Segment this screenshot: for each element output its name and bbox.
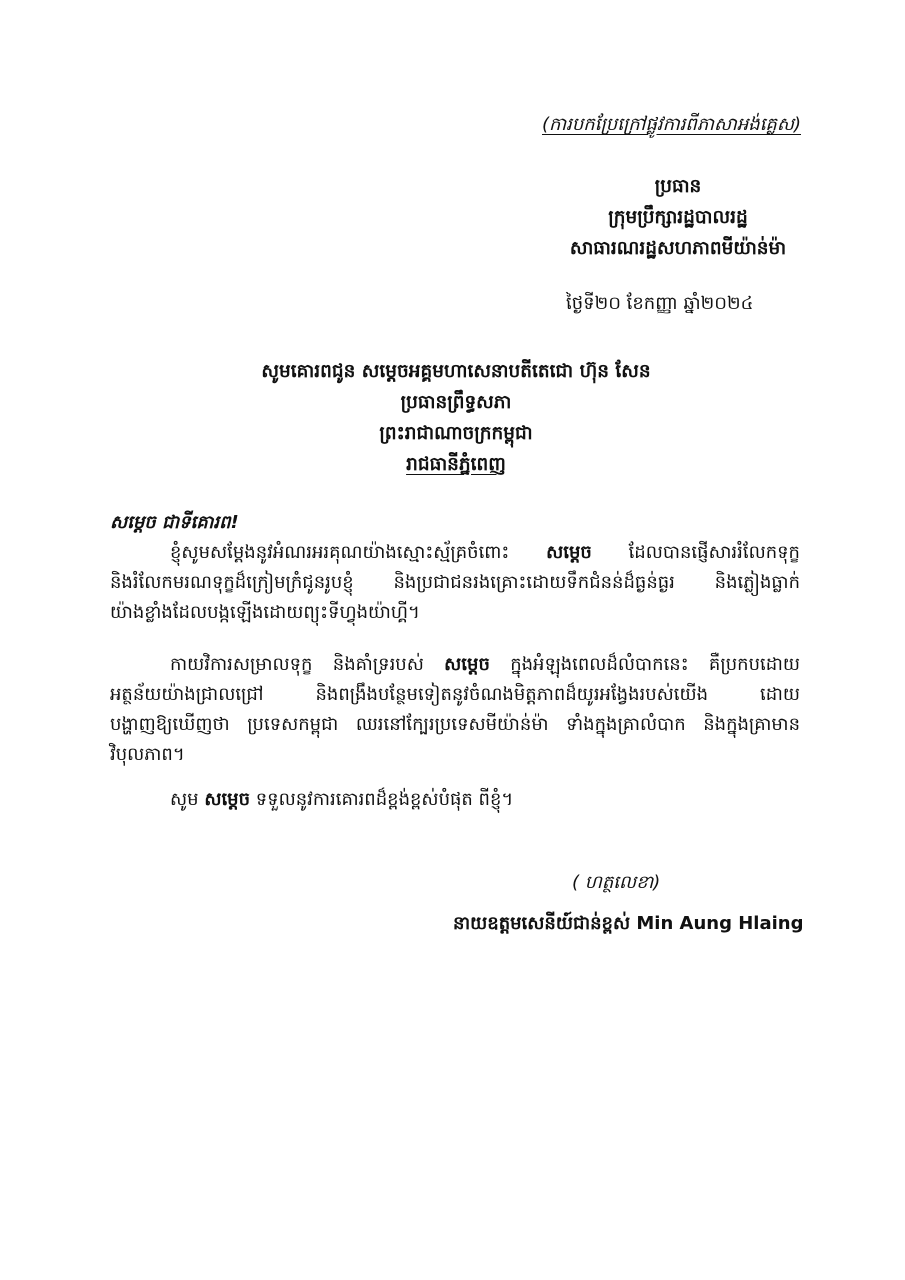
paragraph-line (110, 740, 800, 770)
recipient-country: ព្រះរាជាណាចក្រកម្ពុជា (379, 423, 533, 444)
signature-mark: ( ហត្ថលេខា) (572, 872, 661, 893)
text-segment: ដែលបានផ្ញើសាររំលែកទុក្ខ (628, 542, 800, 563)
text-segment: ក្នុងអំឡុងពេលដ៏លំបាកនេះ គឺប្រកបដោយ (510, 654, 800, 675)
paragraph-line (110, 598, 800, 628)
recipient-city: រាជធានីភ្នំពេញ (406, 454, 506, 475)
recipient-city-wrap (196, 449, 716, 480)
recipient-block (196, 356, 716, 480)
paragraph-line (110, 710, 800, 740)
recipient-name: សូមគោរពជូន សម្តេចអគ្គមហាសេនាបតីតេជោ ហ៊ុន សែន (261, 361, 651, 382)
text-segment: កាយវិការសម្រាលទុក្ខ និងគាំទ្ររបស់ (170, 654, 424, 675)
honorific-bold: សម្តេច (204, 789, 251, 810)
text-segment: អត្ថន័យយ៉ាងជ្រាលជ្រៅ និងពង្រឹងបន្ថែមទៀតនូវចំណងមិត្តភាពដ៏យូរអង្វែងរបស់យើង ដោយ (110, 684, 800, 705)
paragraph-line (110, 650, 800, 680)
text-segment: ទទួលនូវការគោរពដ៏ខ្ពង់ខ្ពស់បំផុត ពីខ្ញុំ។ (255, 789, 514, 810)
text-segment: យ៉ាងខ្លាំងដែលបង្កឡើងដោយព្យុះទីហ្វុងយ៉ាហ្គី។ (110, 602, 420, 623)
honorific-bold: សម្តេច (546, 542, 592, 563)
sender-block (528, 171, 828, 264)
salutation: សម្តេច ជាទីគោរព! (110, 512, 239, 533)
paragraph-line (110, 538, 800, 568)
text-segment: ខ្ញុំសូមសម្តែងនូវអំណរអរគុណយ៉ាងស្មោះស្ម័គ្រចំពោះ (170, 542, 510, 563)
recipient-title: ប្រធានព្រឹទ្ធសភា (400, 392, 512, 413)
sender-country: សាធារណរដ្ឋសហភាពមីយ៉ាន់ម៉ា (569, 238, 787, 259)
body-paragraph-3 (110, 785, 800, 815)
text-segment: សូម (170, 789, 199, 810)
text-segment: វិបុលភាព។ (110, 744, 185, 765)
text-segment: និងរំលែកមរណទុក្ខដ៏ក្រៀមក្រំជូនរូបខ្ញុំ និងប្រជាជនរងគ្រោះដោយទឹកជំនន់ដ៏ធ្ងន់ធ្ងរ និងភ្លៀងធ្លាក់ (110, 572, 800, 593)
translation-note: (ការបកប្រែក្រៅផ្លូវការពីភាសាអង់គ្លេស) (542, 114, 801, 135)
letter-date: ថ្ងៃទី២០ ខែកញ្ញា ឆ្នាំ២០២៤ (566, 293, 754, 314)
paragraph-line (110, 568, 800, 598)
sender-council: ក្រុមប្រឹក្សារដ្ឋបាលរដ្ឋ (608, 207, 748, 228)
body-paragraph-2 (110, 650, 800, 770)
paragraph-line (110, 785, 800, 815)
honorific-bold: សម្តេច (444, 654, 490, 675)
text-segment: បង្ហាញឱ្យឃើញថា ប្រទេសកម្ពុជា ឈរនៅក្បែរប្រទេសមីយ៉ាន់ម៉ា ទាំងក្នុងគ្រាលំបាក និងក្នុងគ្រាមាន (110, 714, 800, 735)
signatory-name: នាយឧត្តមសេនីយ៍ជាន់ខ្ពស់ Min Aung Hlaing (453, 913, 804, 934)
sender-title: ប្រធាន (654, 176, 702, 197)
paragraph-line (110, 680, 800, 710)
body-paragraph-1 (110, 538, 800, 628)
